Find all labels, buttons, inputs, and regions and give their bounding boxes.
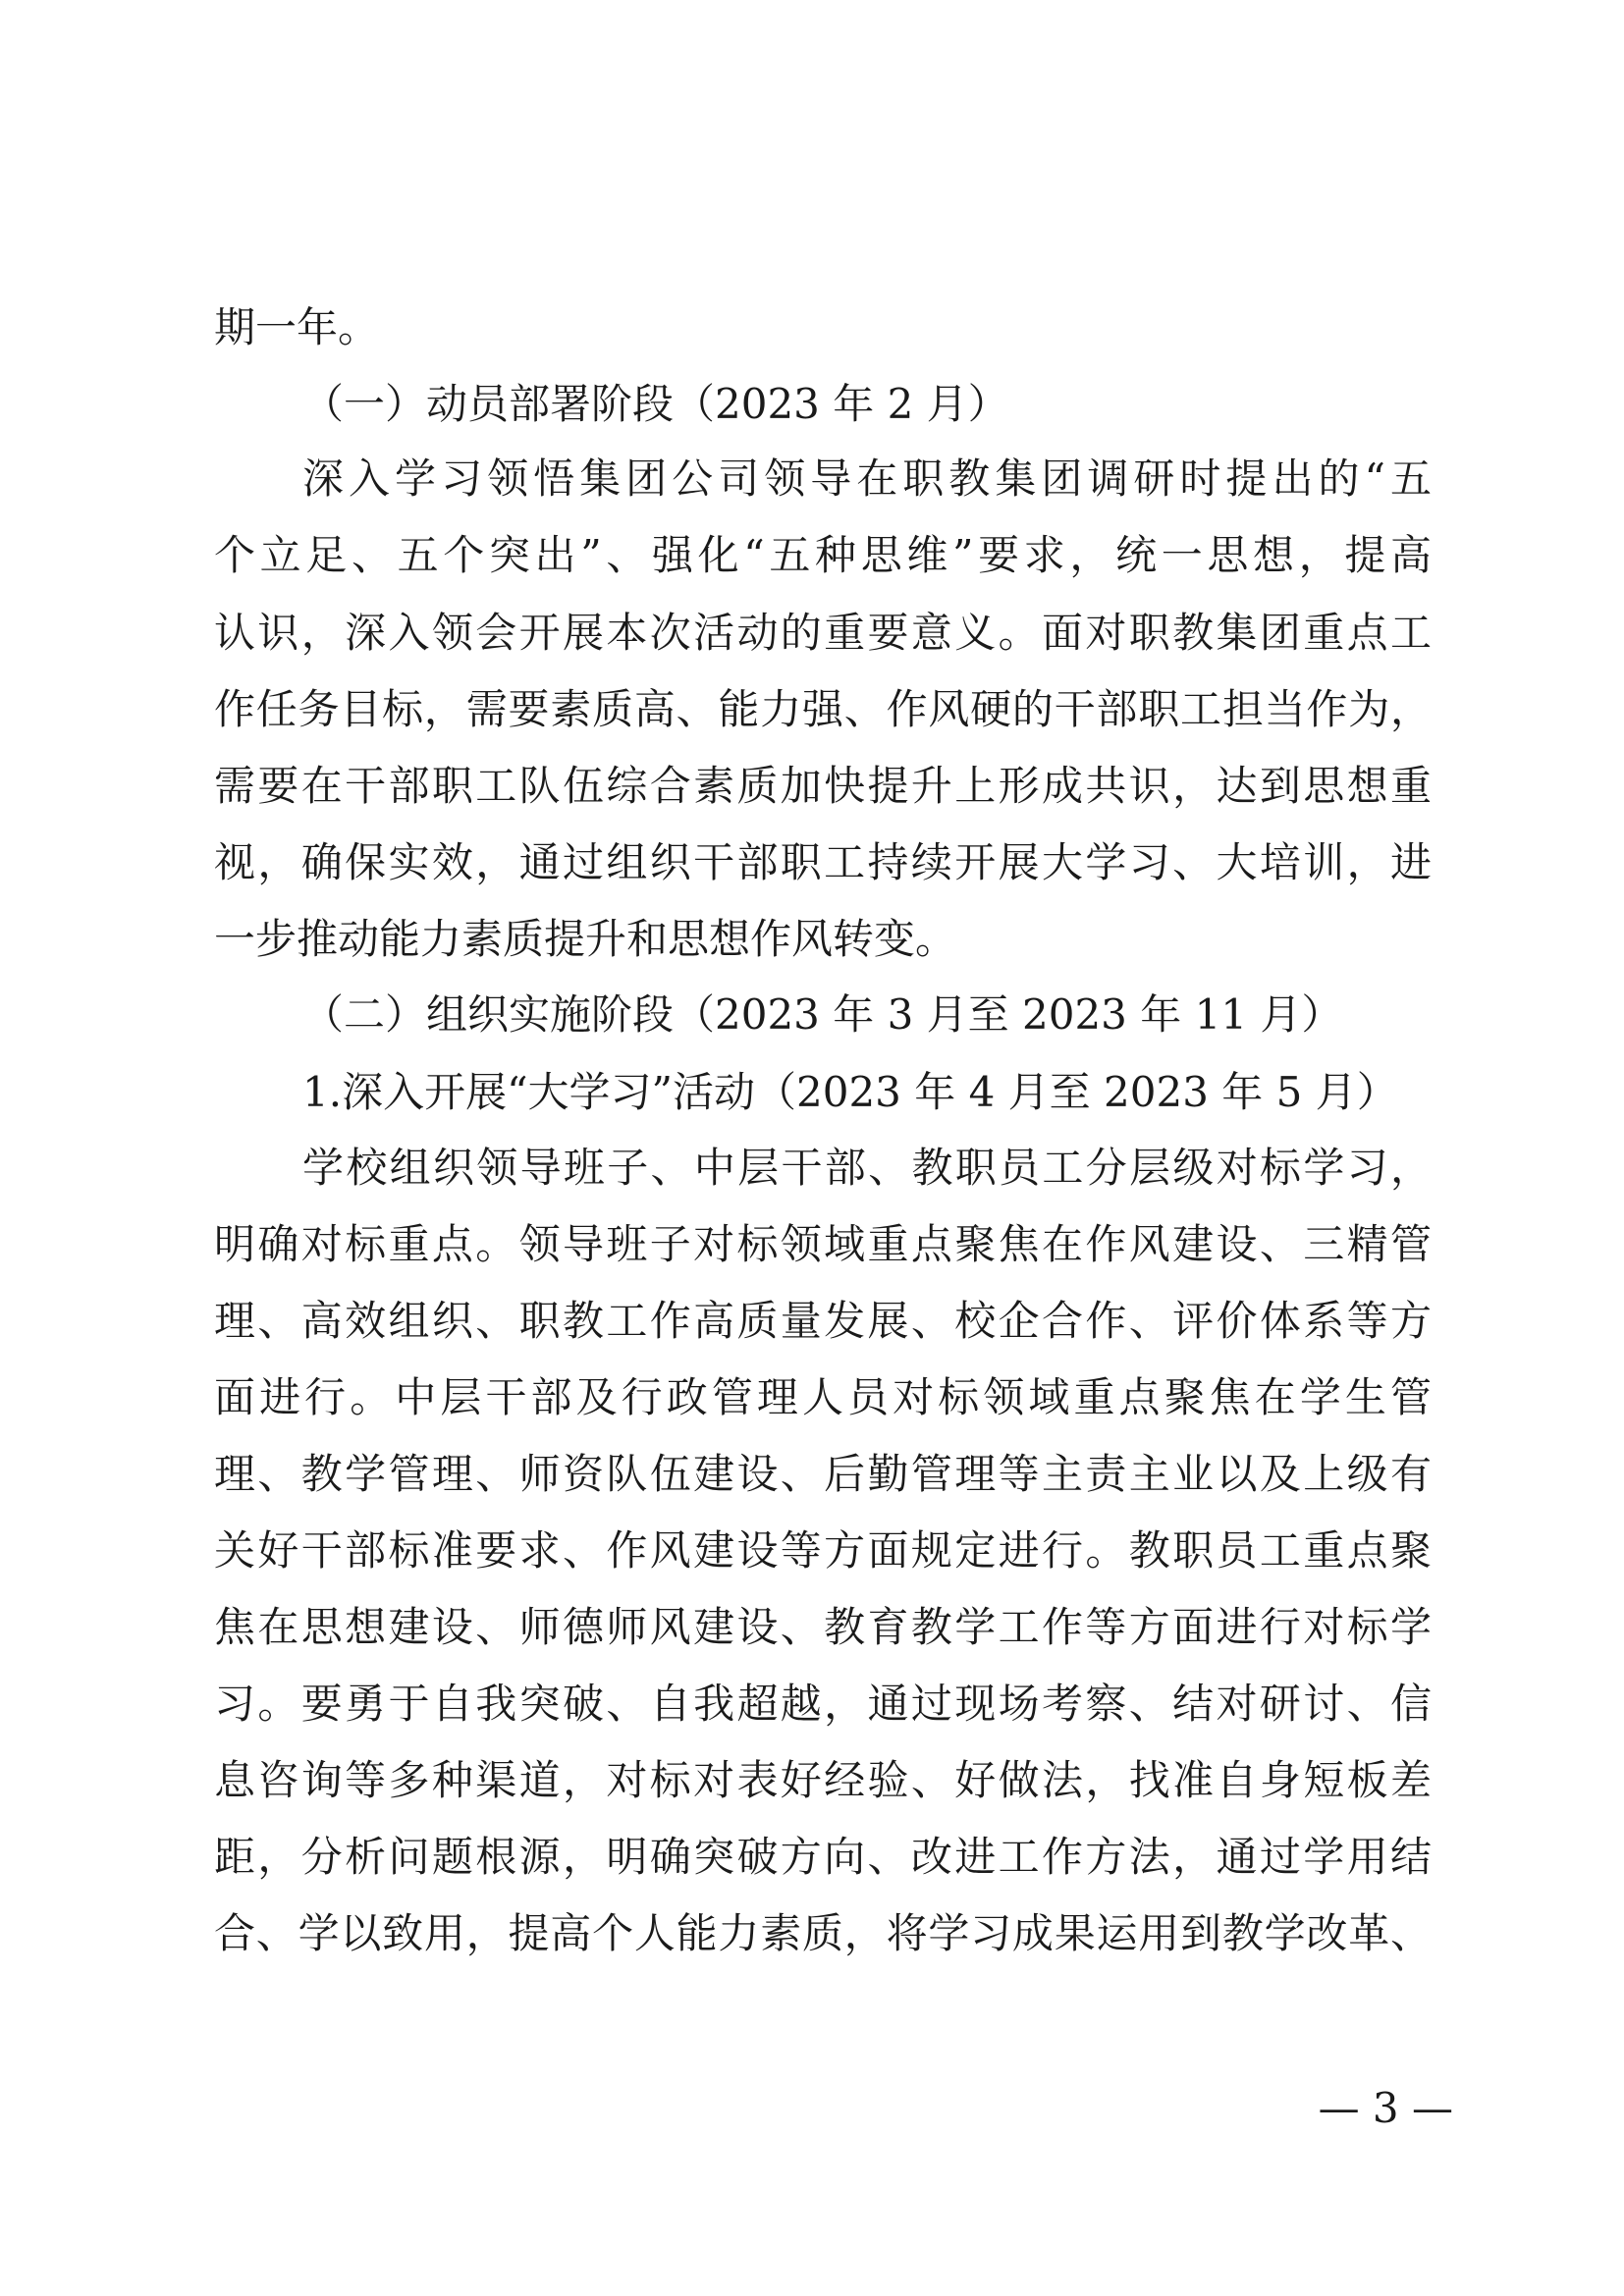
text-line: 关好干部标准要求、作风建设等方面规定进行。教职员工重点聚 — [214, 1526, 1432, 1575]
text-line: 一步推动能力素质提升和思想作风转变。 — [214, 915, 957, 963]
text-line: 合、学以致用，提高个人能力素质，将学习成果运用到教学改革、 — [214, 1909, 1432, 1957]
subsection-heading: 1.深入开展“大学习”活动（2023 年 4 月至 2023 年 5 月） — [302, 1068, 1398, 1116]
section-heading: （一）动员部署阶段（2023 年 2 月） — [302, 380, 1009, 428]
text-line: 期一年。 — [214, 303, 380, 351]
text-line: 认识，深入领会开展本次活动的重要意义。面对职教集团重点工 — [214, 609, 1432, 657]
text-line: 深入学习领悟集团公司领导在职教集团调研时提出的“五 — [302, 454, 1432, 503]
text-line: 学校组织领导班子、中层干部、教职员工分层级对标学习， — [302, 1144, 1432, 1192]
text-line: 视，确保实效，通过组织干部职工持续开展大学习、大培训，进 — [214, 838, 1432, 886]
text-line: 需要在干部职工队伍综合素质加快提升上形成共识，达到思想重 — [214, 762, 1432, 810]
text-line: 理、高效组织、职教工作高质量发展、校企合作、评价体系等方 — [214, 1297, 1432, 1345]
text-line: 习。要勇于自我突破、自我超越，通过现场考察、结对研讨、信 — [214, 1680, 1432, 1728]
text-line: 面进行。中层干部及行政管理人员对标领域重点聚焦在学生管 — [214, 1373, 1432, 1421]
text-line: 个立足、五个突出”、强化“五种思维”要求，统一思想，提高 — [214, 531, 1432, 579]
text-line: 距，分析问题根源，明确突破方向、改进工作方法，通过学用结 — [214, 1833, 1432, 1881]
text-line: 息咨询等多种渠道，对标对表好经验、好做法，找准自身短板差 — [214, 1756, 1432, 1804]
text-line: 作任务目标，需要素质高、能力强、作风硬的干部职工担当作为， — [214, 685, 1432, 733]
text-line: 理、教学管理、师资队伍建设、后勤管理等主责主业以及上级有 — [214, 1450, 1432, 1498]
text-line: 焦在思想建设、师德师风建设、教育教学工作等方面进行对标学 — [214, 1603, 1432, 1651]
section-heading: （二）组织实施阶段（2023 年 3 月至 2023 年 11 月） — [302, 990, 1343, 1039]
text-line: 明确对标重点。领导班子对标领域重点聚焦在作风建设、三精管 — [214, 1220, 1432, 1268]
page-number: — 3 — — [1318, 2084, 1453, 2132]
